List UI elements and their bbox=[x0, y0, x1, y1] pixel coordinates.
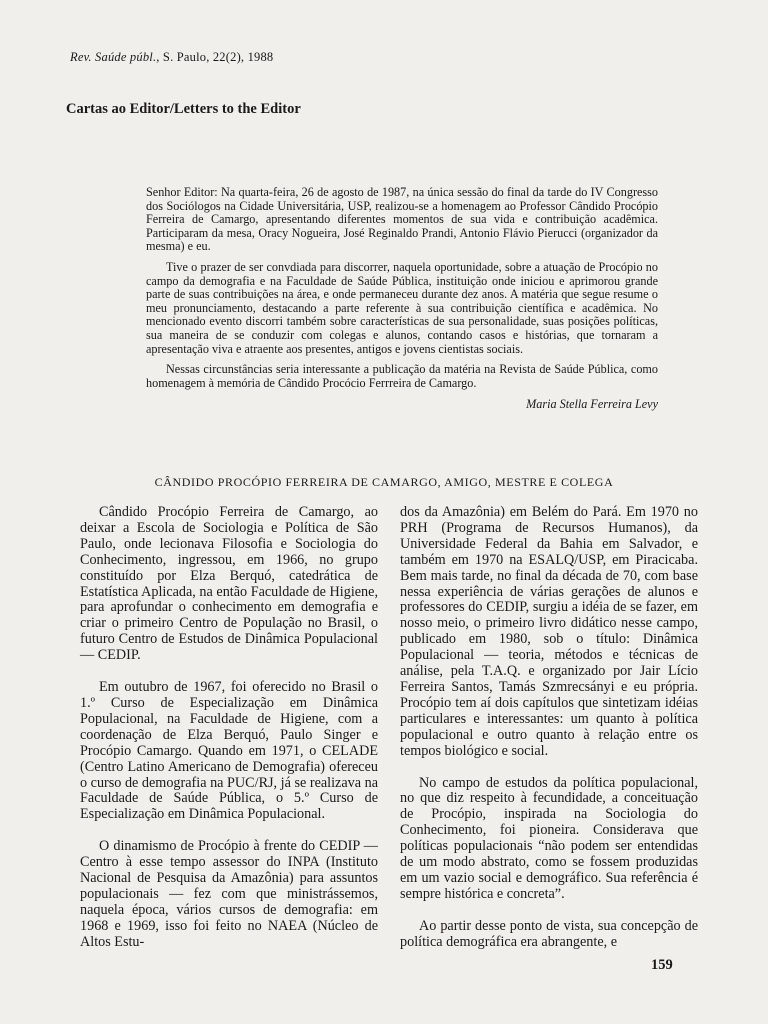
article-paragraph: Ao partir desse ponto de vista, sua concepção de política demográfica era abrangente, e bbox=[400, 917, 698, 950]
journal-issue: , S. Paulo, 22(2), 1988 bbox=[156, 50, 274, 64]
article-left-column bbox=[80, 505, 378, 967]
article-paragraph: Em outubro de 1967, foi oferecido no Brasil o 1.º Curso de Especialização em Dinâmica Populacional, na Faculdade de Higiene, com a coordenação de Elza Berquó, Paulo Singer e Procópio Camargo. Quando em 1971, o CELADE (Centro Latino Americano de Demografia) ofereceu o curso de demografia na PUC/RJ, já se realizava na Faculdade de Saúde Pública, o 5.º Curso de Especialização em Dinâmica Populacional. bbox=[80, 679, 378, 823]
letter-paragraph: Senhor Editor: Na quarta-feira, 26 de agosto de 1987, na única sessão do final da tarde do IV Congresso dos Sociólogos na Cidade Universitária, USP, realizou-se a homenagem ao Professor Cândido Procópio Ferreira de Camargo, apresentando diferentes momentos de sua vida e contribuição acadêmica. Participaram da mesa, Oracy Nogueira, José Reginaldo Prandi, Antonio Flávio Pierucci (organizador da mesma) e eu. bbox=[146, 185, 658, 254]
page-number: 159 bbox=[651, 957, 673, 973]
journal-name: Rev. Saúde públ. bbox=[70, 50, 157, 64]
running-head bbox=[70, 50, 273, 65]
article-paragraph: Cândido Procópio Ferreira de Camargo, ao deixar a Escola de Sociologia e Política de São Paulo, onde lecionava Filosofia e Sociologia do Conhecimento, ingressou, em 1966, no grupo constituído por Elza Berquó, catedrática de Estatística Aplicada, na então Faculdade de Higiene, para aprofundar o conhecimento em demografia e criar o primeiro Centro de População no Brasil, o futuro Centro de Estudos de Dinâmica Populacional — CEDIP. bbox=[80, 504, 378, 664]
letter-signature: Maria Stella Ferreira Levy bbox=[526, 397, 658, 411]
article-paragraph: No campo de estudos da política populacional, no que diz respeito à fecundidade, a conceituação de Procópio, inspirada na Sociologia do Conhecimento, foi pioneira. Considerava que políticas populacionais “não podem ser entendidas de um modo abstrato, como se fossem produzidas em um vazio social e demográfico. Sua referência é sempre histórica e concreta”. bbox=[400, 774, 698, 902]
article-right-column bbox=[400, 505, 698, 967]
letter-paragraph: Nessas circunstâncias seria interessante a publicação da matéria na Revista de Saúde Pública, como homenagem à memória de Cândido Procócio Ferrreira de Camargo. bbox=[146, 362, 658, 390]
section-title: Cartas ao Editor/Letters to the Editor bbox=[66, 101, 301, 117]
article-paragraph: O dinamismo de Procópio à frente do CEDIP — Centro à esse tempo assessor do INPA (Instituto Nacional de Pesquisa da Amazônia) para assuntos populacionais — fez com que ministrássemos, naquela época, vários cursos de demografia: em 1968 e 1969, isso foi feito no NAEA (Núcleo de Altos Estu- bbox=[80, 838, 378, 950]
letter-to-editor bbox=[146, 186, 658, 397]
letter-paragraph: Tive o prazer de ser convdiada para discorrer, naquela oportunidade, sobre a atuação de Procópio no campo da demografia e na Faculdade de Saúde Pública, instituição onde iniciou e aprimorou grande parte de suas contribuições na área, e onde permaneceu durante dez anos. A matéria que segue resume o meu pronunciamento, destacando a parte referente à sua contribuição científica e acadêmica. No mencionado evento discorri também sobre características de sua personalidade, suas posições políticas, sua maneira de se conduzir com colegas e alunos, contando casos e histórias, que tornaram a apresentação viva e atraente aos presentes, antigos e jovens cientistas sociais. bbox=[146, 259, 658, 356]
article-title: CÂNDIDO PROCÓPIO FERREIRA DE CAMARGO, AMIGO, MESTRE E COLEGA bbox=[154, 475, 614, 489]
article-paragraph: dos da Amazônia) em Belém do Pará. Em 1970 no PRH (Programa de Recursos Humanos), da Universidade Federal da Bahia em Salvador, e também em 1970 na ESALQ/USP, em Piracicaba. Bem mais tarde, no final da década de 70, com base nessa experiência de várias gerações de alunos e professores do CEDIP, surgiu a idéia de se fazer, em nosso meio, o primeiro livro didático nesse campo, publicado em 1980, sob o título: Dinâmica Populacional — teoria, métodos e técnicas de análise, pela T.A.Q. e organizado por Jair Lício Ferreira Santos, Tamás Szmrecsányi e eu própria. Procópio tem aí dois capítulos que sintetizam idéias particulares e interessantes: um quanto à política populacional e outro quanto à relação entre os tempos biológico e social. bbox=[400, 504, 698, 759]
